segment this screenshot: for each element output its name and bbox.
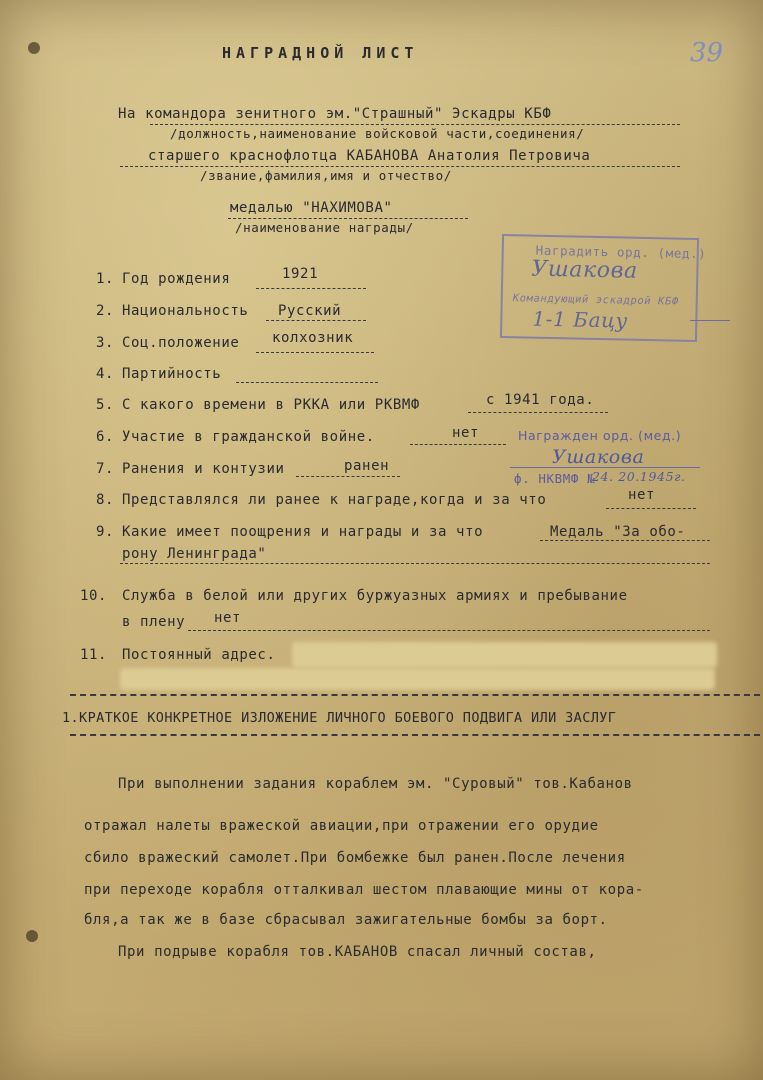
underline [296, 476, 400, 477]
field-2-label: Национальность [122, 303, 249, 319]
punch-hole [28, 42, 40, 54]
underline [606, 508, 696, 509]
narrative-line-1: При выполнении задания кораблем эм. "Суровый" тов.Кабанов [118, 776, 633, 792]
section-heading: 1.КРАТКОЕ КОНКРЕТНОЕ ИЗЛОЖЕНИЕ ЛИЧНОГО БОЕВОГО ПОДВИГА ИЛИ ЗАСЛУГ [62, 710, 617, 726]
field-4-label: Партийность [122, 366, 222, 382]
underline [236, 382, 378, 383]
award-note-order: ф. НКВМФ № [514, 471, 596, 486]
stamp-top-label: Наградить орд. (мед.) [535, 242, 707, 262]
underline [540, 540, 710, 541]
field-7-value: ранен [344, 458, 390, 474]
field-5-num: 5. [96, 397, 115, 413]
narrative-line-3: сбило вражеский самолет.При бомбежке был ранен.После лечения [84, 850, 626, 866]
underline [120, 166, 680, 167]
underline [188, 630, 710, 631]
field-1-label: Год рождения [122, 271, 231, 287]
underline [256, 352, 374, 353]
field-9-num: 9. [96, 524, 115, 540]
field-7-num: 7. [96, 461, 115, 477]
underline [510, 467, 700, 468]
field-9-value: Медаль "За обо- [550, 524, 686, 540]
field-3-num: 3. [96, 335, 115, 351]
field-10-value: нет [214, 610, 242, 626]
field-5-label: С какого времени в РККА или РКВМФ [122, 397, 420, 413]
section-rule-top [70, 694, 760, 696]
field-9-value-cont: рону Ленинграда" [122, 546, 267, 562]
field-1-value: 1921 [282, 266, 319, 282]
field-8-label: Представлялся ли ранее к награде,когда и за что [122, 492, 547, 508]
underline [410, 444, 506, 445]
field-6-value: нет [452, 425, 480, 441]
underline [256, 288, 366, 289]
field-3-label: Соц.положение [122, 335, 240, 351]
punch-hole [26, 930, 38, 942]
field-6-num: 6. [96, 429, 115, 445]
field-10-label: Служба в белой или других буржуазных армиях и пребывание [122, 588, 628, 604]
underline [120, 563, 710, 564]
field-7-label: Ранения и контузии [122, 461, 285, 477]
narrative-line-6: При подрыве корабля тов.КАБАНОВ спасал личный состав, [118, 944, 597, 960]
field-10-label-cont: в плену [122, 614, 186, 630]
field-9-label: Какие имеет поощрения и награды и за что [122, 524, 484, 540]
field-11-label: Постоянный адрес. [122, 647, 276, 663]
header-line2: старшего краснофлотца КАБАНОВА Анатолия Петровича [148, 148, 591, 164]
field-3-value: колхозник [272, 330, 354, 346]
field-8-value: нет [628, 487, 656, 503]
underline [228, 218, 468, 219]
award-note-date: 24. 20.1945г. [592, 469, 686, 484]
redacted-address [120, 668, 715, 690]
field-4-num: 4. [96, 366, 115, 382]
document-title: НАГРАДНОЙ ЛИСТ [222, 44, 419, 62]
award-note-label: Награжден орд. (мед.) [518, 428, 682, 443]
field-10-num: 10. [80, 588, 108, 604]
narrative-line-2: отражал налеты вражеской авиации,при отражении его орудие [84, 818, 599, 834]
field-2-value: Русский [278, 303, 342, 319]
section-rule-bottom [70, 734, 760, 736]
stamp-signature: Ушакова [531, 256, 638, 284]
sheet-number: 39 [690, 38, 724, 68]
field-2-num: 2. [96, 303, 115, 319]
narrative-line-4: при переходе корабля отталкивал шестом плавающие мины от кора- [84, 882, 644, 898]
header-line3-caption: /наименование награды/ [235, 220, 414, 235]
underline [468, 412, 608, 413]
field-8-num: 8. [96, 492, 115, 508]
header-line1-caption: /должность,наименование войсковой части,соединения/ [170, 126, 585, 141]
header-line3: медалью "НАХИМОВА" [230, 200, 393, 216]
narrative-line-5: бля,а так же в базе сбрасывал зажигательные бомбы за борт. [84, 912, 608, 928]
award-note-name: Ушакова [552, 446, 645, 468]
underline [150, 124, 680, 125]
field-1-num: 1. [96, 271, 115, 287]
stamp-sign-stroke [690, 320, 730, 321]
header-line1: На командора зенитного эм."Страшный" Эскадры КБФ [118, 106, 552, 122]
stamp-commander-sign: 1-1 Бацу [532, 306, 629, 333]
underline [266, 320, 366, 321]
field-11-num: 11. [80, 647, 108, 663]
field-6-label: Участие в гражданской войне. [122, 429, 375, 445]
stamp-commander-label: Командующий эскадрой КБФ [512, 292, 679, 308]
header-line2-caption: /звание,фамилия,имя и отчество/ [200, 168, 452, 183]
award-stamp [500, 234, 707, 342]
redacted-address [292, 642, 717, 668]
field-5-value: с 1941 года. [486, 392, 595, 408]
